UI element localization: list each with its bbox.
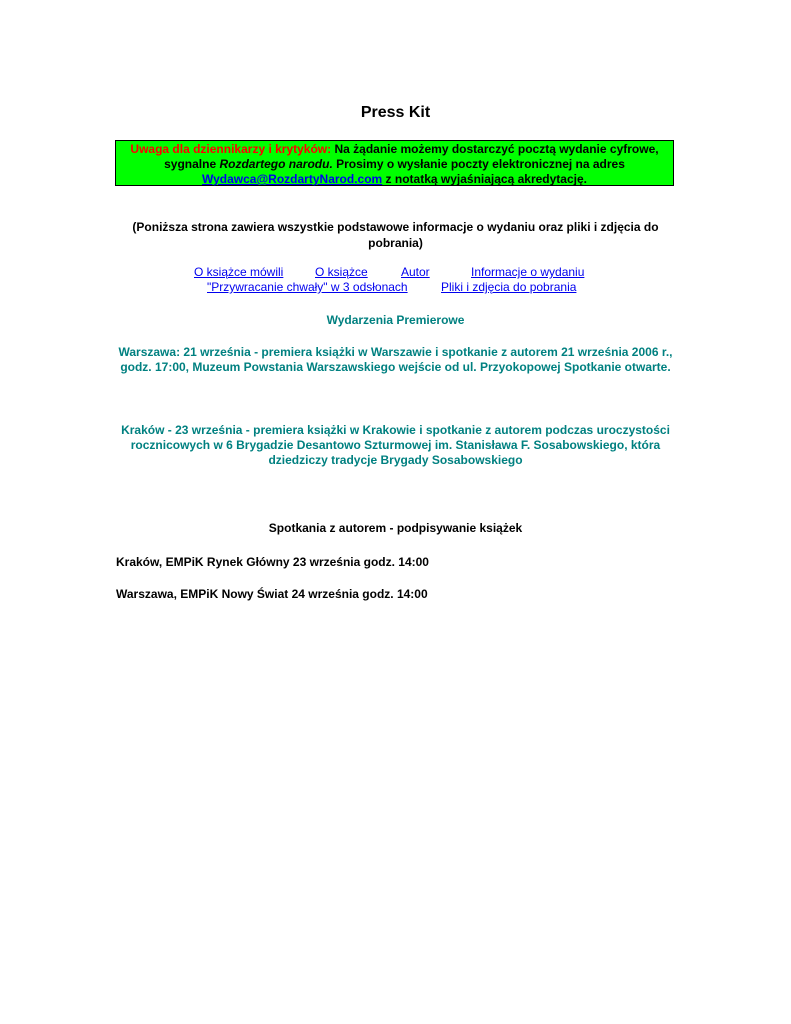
nav-link-publication-info[interactable]: Informacje o wydaniu: [471, 265, 585, 279]
nav-link-about-book[interactable]: O książce: [315, 265, 368, 279]
notice-book-title: Rozdartego narodu.: [219, 157, 333, 171]
premiere-event-krakow: Kraków - 23 września - premiera książki w Krakowie i spotkanie z autorem podczas uroczystości rocznicowych w 6 Brygadzie Desantowo Szturmowej im. Stanisława F. Sosabowskiego, która dziedziczy tradycje Brygady Sosabowskiego: [121, 423, 670, 467]
signing-item-warsaw: Warszawa, EMPiK Nowy Świat 24 września godz. 14:00: [116, 587, 428, 601]
nav-link-reviews[interactable]: O książce mówili: [194, 265, 284, 279]
notice-text-part-3: z notatką wyjaśniającą akredytację.: [382, 172, 587, 186]
premieres-heading: Wydarzenia Premierowe: [326, 313, 465, 327]
journalist-notice-box: [115, 140, 674, 186]
publisher-email-link[interactable]: Wydawca@RozdartyNarod.com: [202, 172, 383, 186]
page-title: Press Kit: [360, 104, 431, 121]
premiere-event-warsaw: Warszawa: 21 września - premiera książki w Warszawie i spotkanie z autorem 21 września 2006 r., godz. 17:00, Muzeum Powstania Warszawskiego wejście od ul. Przyokopowej Spotkanie otwarte.: [118, 345, 673, 374]
notice-warning-label: Uwaga dla dziennikarzy i krytyków:: [130, 142, 332, 156]
nav-link-restoring-glory[interactable]: "Przywracanie chwały" w 3 odsłonach: [207, 280, 408, 294]
intro-text: (Poniższa strona zawiera wszystkie podstawowe informacje o wydaniu oraz pliki i zdjęcia do pobrania): [132, 220, 659, 250]
notice-text-part-1: Na żądanie możemy dostarczyć pocztą wydanie cyfrowe, sygnalne: [164, 142, 659, 171]
notice-text-part-2: Prosimy o wysłanie poczty elektronicznej na adres: [332, 157, 625, 171]
signings-heading: Spotkania z autorem - podpisywanie książek: [268, 521, 523, 535]
signing-item-krakow: Kraków, EMPiK Rynek Główny 23 września godz. 14:00: [116, 555, 429, 569]
nav-link-downloads[interactable]: Pliki i zdjęcia do pobrania: [441, 280, 577, 294]
nav-link-author[interactable]: Autor: [401, 265, 430, 279]
